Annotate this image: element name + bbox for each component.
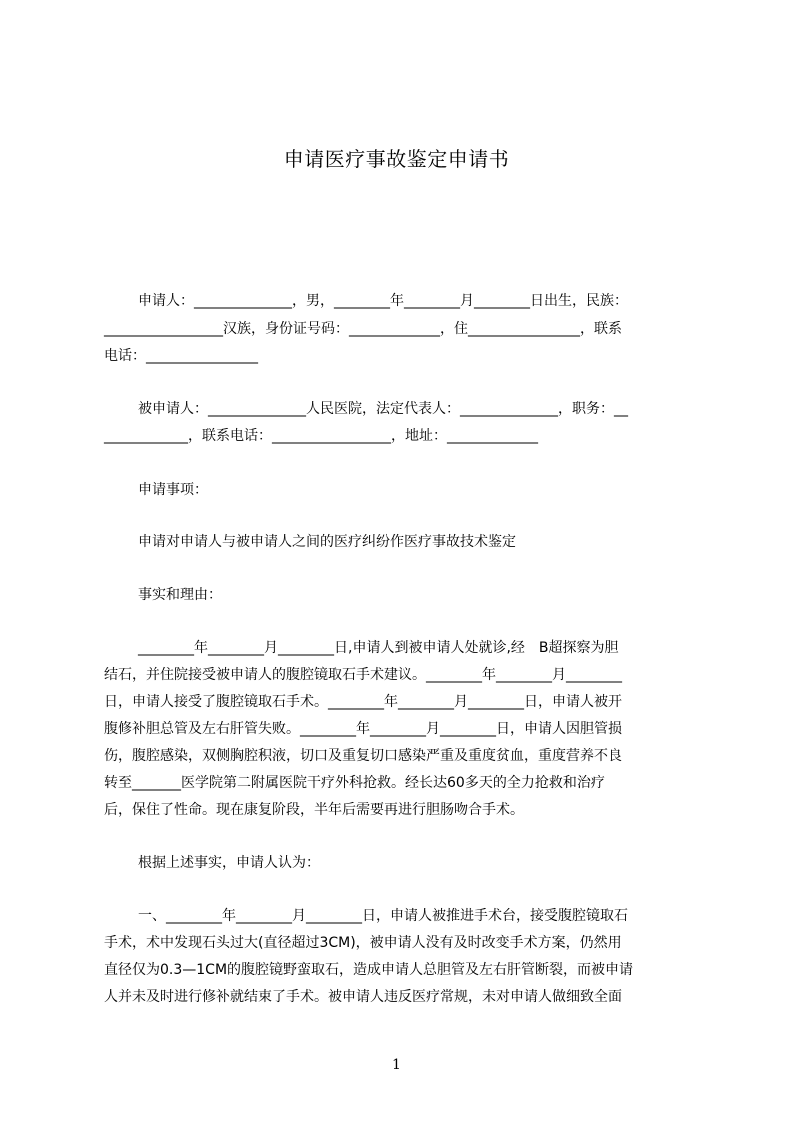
applicant-line-3: 电话：________________: [104, 348, 258, 364]
opinion-line-3: 直径仅为0.3—1CM的腹腔镜野蛮取石，造成申请人总胆管及左右肝管断裂，而被申请: [104, 962, 634, 978]
respondent-line-1: 被申请人：______________人民医院，法定代表人：______________，职务：__: [138, 401, 628, 417]
opinion-line-4: 人并未及时进行修补就结束了手术。被申请人违反医疗常规，未对申请人做细致全面: [104, 989, 622, 1005]
opinion-line-1: 一、________年________月________日，申请人被推进手术台，接受腹腔镜取石: [138, 908, 628, 924]
request-content: 申请对申请人与被申请人之间的医疗纠纷作医疗事故技术鉴定: [138, 534, 516, 550]
opinion-line-2: 手术，术中发现石头过大(直径超过3CM)，被申请人没有及时改变手术方案，仍然用: [104, 935, 622, 951]
facts-line-7: 后，保住了性命。现在康复阶段，半年后需要再进行胆肠吻合手术。: [104, 802, 524, 818]
facts-line-3: 日，申请人接受了腹腔镜取石手术。________年________月________日，申请人被开: [104, 694, 622, 710]
facts-heading: 事实和理由：: [138, 587, 222, 603]
facts-line-1: ________年________月________日,申请人到被申请人处就诊,经 B超探察为胆: [138, 640, 619, 656]
page-title: 申请医疗事故鉴定申请书: [283, 147, 510, 171]
page-number: 1: [392, 1057, 401, 1073]
opinion-heading: 根据上述事实，申请人认为：: [138, 855, 320, 871]
facts-line-4: 腹修补胆总管及左右肝管失败。________年________月________日，申请人因胆管损: [104, 721, 622, 737]
request-heading: 申请事项：: [138, 482, 208, 498]
applicant-line-1: 申请人：______________，男，________年________月________日出生，民族：: [138, 293, 628, 309]
facts-line-5: 伤，腹腔感染，双侧胸腔积液，切口及重复切口感染严重及重度贫血，重度营养不良: [104, 748, 622, 764]
applicant-line-2: _________________汉族，身份证号码：_____________，住________________，联系: [104, 321, 622, 337]
respondent-line-2: ____________，联系电话：_________________，地址：_____________: [104, 428, 538, 444]
facts-line-6: 转至_______医学院第二附属医院干疗外科抢救。经长达60多天的全力抢救和治疗: [104, 775, 605, 791]
facts-line-2: 结石，并住院接受被申请人的腹腔镜取石手术建议。________年________月________: [104, 667, 622, 683]
